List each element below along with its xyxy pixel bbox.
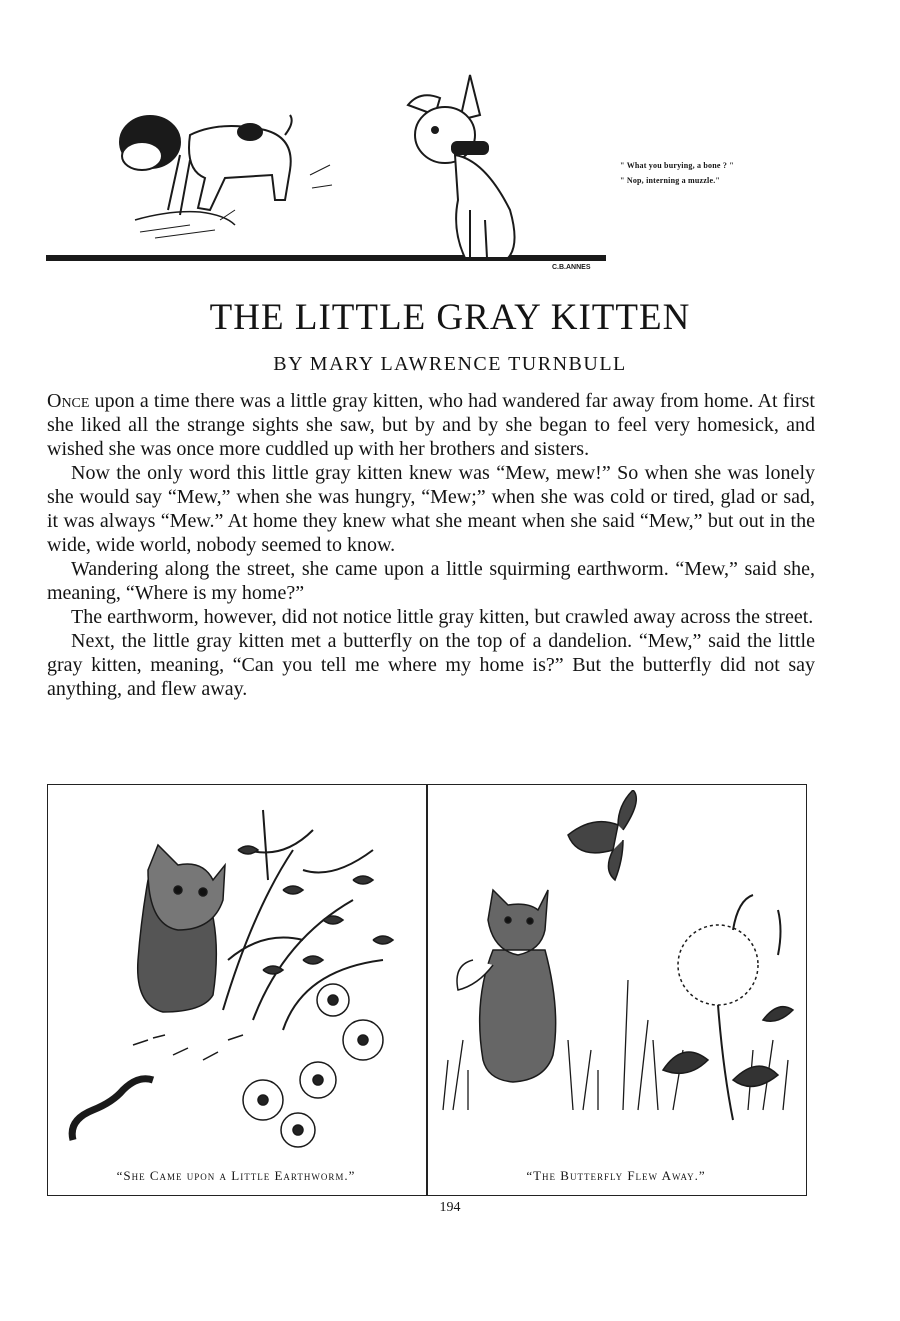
paragraph-3: Wandering along the street, she came upon a little squirming earthworm. “Mew,” said she, meaning, “Where is my home?”	[47, 558, 815, 604]
story-byline: BY MARY LAWRENCE TURNBULL	[273, 353, 627, 375]
daisies	[243, 984, 383, 1147]
kitten-earthworm-illustration	[53, 790, 421, 1160]
right-panel-caption	[427, 1168, 805, 1184]
story-title: THE LITTLE GRAY KITTEN	[209, 297, 691, 338]
top-caption-line-2: " Nop, interning a muzzle."	[620, 176, 721, 185]
dandelion-seedhead	[678, 925, 758, 1005]
paragraph-2: Now the only word this little gray kitten knew was “Mew, mew!” So when she was lonely she would say “Mew,” when she was hungry, “Mew;” when she was cold or tired, glad or sad, it was always “Mew.” At home they knew what she meant when she said “Mew,” but out in the wide, wide world, nobody seemed to know.	[47, 462, 815, 556]
illustration-panels	[47, 784, 807, 1198]
top-caption-line-1: " What you burying, a bone ? "	[620, 161, 734, 170]
left-panel-caption-text: “She Came upon a Little Earthworm.”	[116, 1168, 356, 1183]
dogs-illustration	[40, 60, 620, 280]
flower-bush	[223, 810, 383, 1030]
paragraph-5: Next, the little gray kitten met a butterfly on the top of a dandelion. “Mew,” said the little gray kitten, meaning, “Can you tell me where my home is?” But the butterfly did not say anything, and flew away.	[47, 630, 815, 700]
paragraph-4: The earthworm, however, did not notice little gray kitten, but crawled away across the street.	[71, 606, 814, 628]
story-body	[47, 389, 815, 701]
page-number: 194	[439, 1200, 461, 1215]
ground-line	[46, 255, 606, 261]
paragraph-1-lead: Once	[47, 390, 90, 412]
earthworm	[72, 1079, 153, 1140]
artist-signature: C.B.ANNES	[552, 264, 591, 271]
top-caption	[620, 158, 820, 188]
kitten-head	[148, 845, 225, 930]
butterfly	[568, 790, 636, 880]
right-panel-caption-text: “The Butterfly Flew Away.”	[526, 1168, 706, 1183]
sitting-kitten	[480, 890, 556, 1082]
left-panel-caption	[47, 1168, 425, 1184]
paragraph-1	[47, 389, 815, 461]
paragraph-1-text: upon a time there was a little gray kitten, who had wandered far away from home. At first she liked all the strange sights she saw, but by and by she began to feel very homesick, and wished she was once more cuddled up with her brothers and sisters.	[47, 390, 815, 460]
sitting-dog	[408, 75, 515, 258]
digging-dog	[120, 115, 332, 238]
kitten-butterfly-illustration	[433, 790, 801, 1160]
